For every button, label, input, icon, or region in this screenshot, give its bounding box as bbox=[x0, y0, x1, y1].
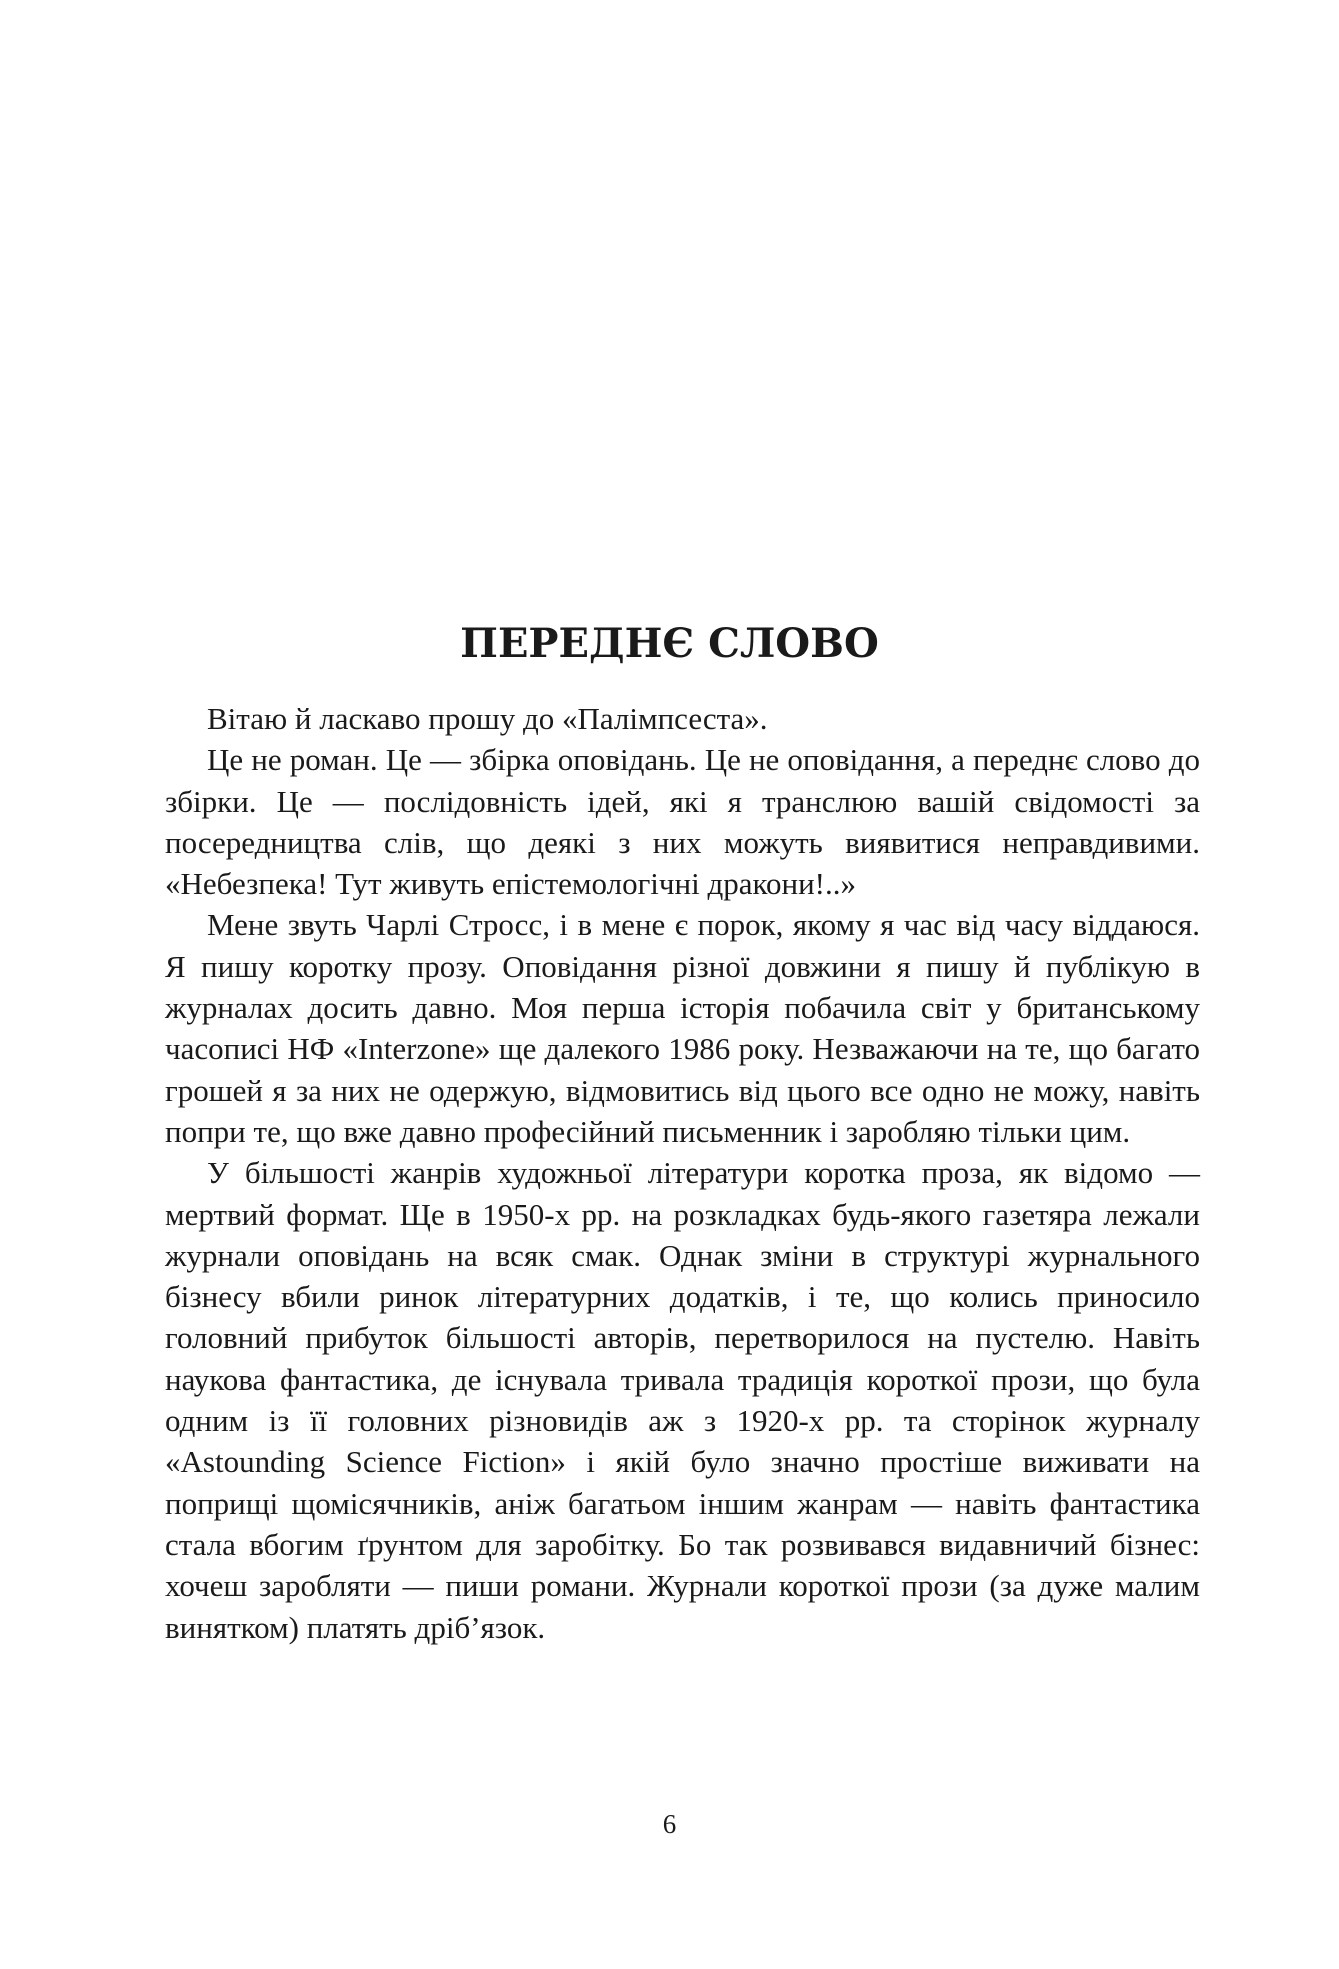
paragraph: Це не роман. Це — збірка оповідань. Це не оповідання, а переднє слово до збірки. Це — послідовність ідей, які я транслюю вашій свідомості за посередництва слів, що деякі з них можуть виявитися неправдивими. «Небезпека! Тут живуть епістемологічні дракони!..» bbox=[165, 742, 1200, 902]
paragraph: Вітаю й ласкаво прошу до «Палімпсеста». bbox=[207, 701, 768, 736]
page-title: ПЕРЕДНЄ СЛОВО bbox=[460, 620, 879, 667]
page-number: 6 bbox=[662, 1809, 677, 1839]
paragraph: Мене звуть Чарлі Стросс, і в мене є порок, якому я час від часу віддаюся. Я пишу коротку прозу. Оповідання різної довжини я пишу й публікую в журналах досить давно. Моя перша історія побачила світ у британському часописі НФ «Interzone» ще далекого 1986 року. Незважаючи на те, що багато грошей я за них не одержую, відмовитись від цього все одно не можу, навіть попри те, що вже давно професійний письменник і заробляю тільки цим. bbox=[165, 907, 1200, 1149]
body-text bbox=[165, 698, 1200, 1648]
paragraph: У більшості жанрів художньої літератури коротка проза, як відомо — мертвий формат. Ще в 1950-х рр. на розкладках будь-якого газетяра лежали журнали оповідань на всяк смак. Однак зміни в структурі журнального бізнесу вбили ринок літературних додатків, і те, що колись приносило головний прибуток більшості авторів, перетворилося на пустелю. Навіть наукова фантастика, де існувала тривала традиція короткої прози, що була одним із її головних різновидів аж з 1920-х рр. та сторінок журналу «Astounding Science Fiction» і якій було значно простіше виживати на поприщі щомісячників, аніж багатьом іншим жанрам — навіть фантастика стала вбогим ґрунтом для заробітку. Бо так розвивався видавничий бізнес: хочеш заробляти — пиши романи. Журнали короткої прози (за дуже малим винятком) платять дріб’язок. bbox=[165, 1155, 1200, 1645]
